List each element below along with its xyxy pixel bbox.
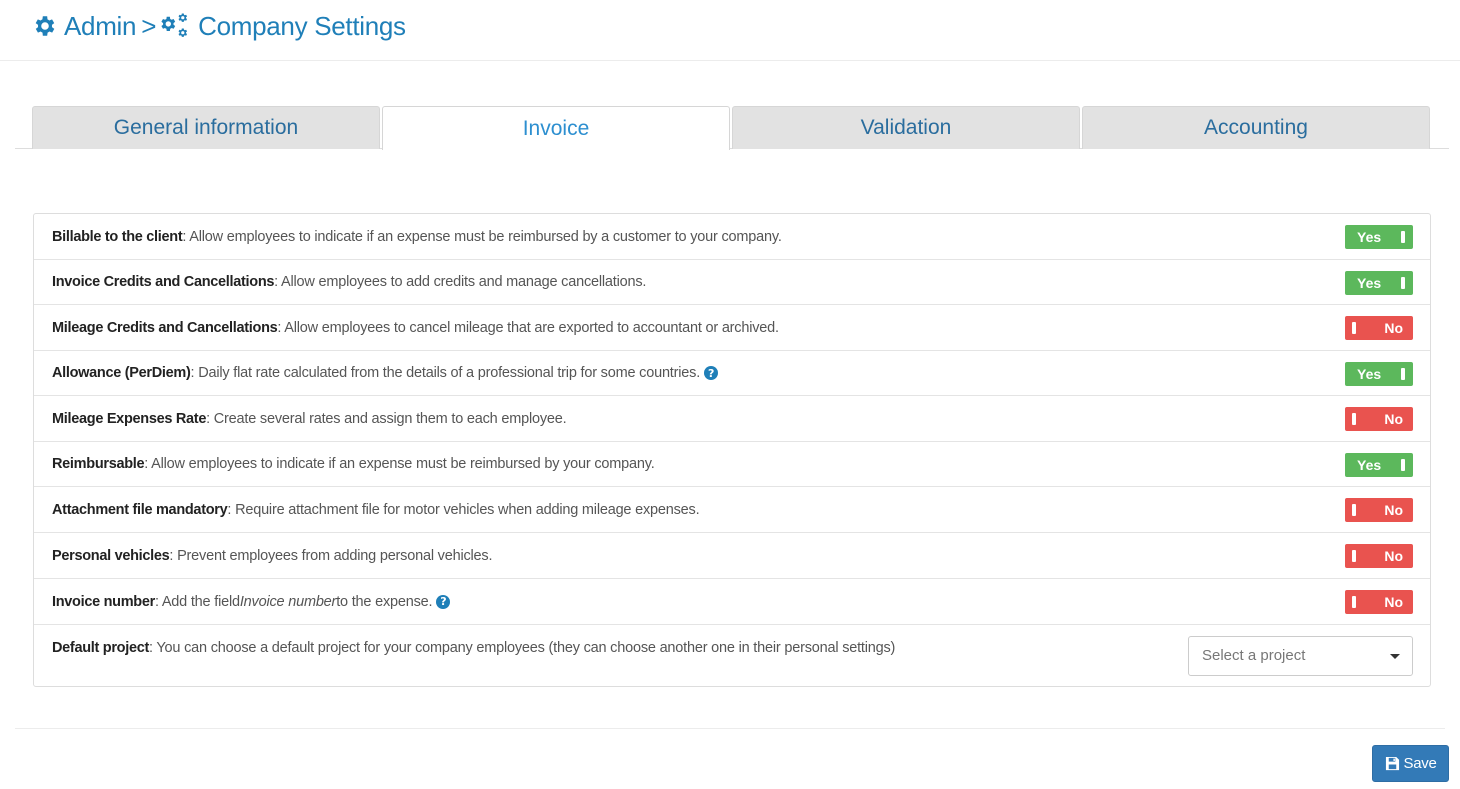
setting-title: Mileage Expenses Rate — [52, 410, 207, 427]
setting-title: Personal vehicles — [52, 547, 170, 564]
personal-vehicles-toggle[interactable] — [1345, 544, 1413, 568]
toggle-knob — [1401, 368, 1405, 380]
setting-description: : Daily flat rate calculated from the details of a professional trip for some countries. — [190, 365, 701, 381]
toggle-label: No — [1384, 502, 1403, 518]
page-header — [0, 0, 1460, 61]
setting-title: Invoice Credits and Cancellations — [52, 274, 275, 290]
toggle-knob — [1352, 322, 1356, 334]
invoice-settings-panel — [33, 213, 1431, 687]
toggle-knob — [1401, 459, 1405, 471]
toggle-label: Yes — [1357, 366, 1382, 382]
invoice-credits-toggle[interactable] — [1345, 271, 1413, 295]
setting-row-mileage-credits — [34, 305, 1430, 351]
floppy-disk-icon — [1385, 756, 1400, 771]
toggle-knob — [1352, 550, 1356, 562]
caret-down-icon — [1390, 654, 1400, 659]
toggle-label: Yes — [1357, 275, 1382, 291]
setting-row-allowance — [34, 351, 1430, 396]
setting-description: : Allow employees to indicate if an expense must be reimbursed by a customer to your company. — [182, 228, 782, 245]
tab-accounting[interactable]: Accounting — [1082, 106, 1430, 149]
page-title: Company Settings — [198, 10, 406, 41]
setting-title: Invoice number — [52, 593, 155, 610]
setting-row-invoice-number — [34, 579, 1430, 625]
setting-row-default-project — [34, 625, 1430, 686]
reimbursable-toggle[interactable] — [1345, 453, 1413, 477]
toggle-knob — [1401, 277, 1405, 289]
toggle-label: No — [1384, 411, 1403, 427]
setting-title: Reimbursable — [52, 456, 145, 472]
toggle-label: No — [1384, 320, 1403, 336]
tab-general-information[interactable]: General information — [32, 106, 380, 149]
tab-invoice[interactable]: Invoice — [382, 106, 730, 150]
billable-toggle[interactable] — [1345, 225, 1413, 249]
setting-row-attachment-mandatory — [34, 487, 1430, 533]
setting-description: : Create several rates and assign them to each employee. — [206, 410, 567, 427]
select-placeholder: Select a project — [1202, 647, 1306, 664]
mileage-rate-toggle[interactable] — [1345, 407, 1413, 431]
question-circle-icon[interactable]: ? — [704, 366, 718, 380]
gears-icon — [160, 12, 190, 40]
setting-description-end: to the expense. — [336, 593, 433, 610]
save-button[interactable] — [1372, 745, 1449, 782]
setting-description: : Add the field — [154, 593, 240, 610]
setting-title: Billable to the client — [52, 228, 183, 245]
save-button-label: Save — [1403, 755, 1437, 772]
toggle-label: No — [1384, 548, 1403, 564]
setting-description: : Allow employees to indicate if an expense must be reimbursed by your company. — [144, 456, 655, 472]
setting-field-name: Invoice number — [239, 593, 337, 610]
settings-tabs — [15, 106, 1449, 149]
toggle-knob — [1401, 231, 1405, 243]
footer-divider — [15, 728, 1445, 729]
tab-validation[interactable]: Validation — [732, 106, 1080, 149]
setting-row-mileage-rate — [34, 396, 1430, 442]
setting-description: : Allow employees to cancel mileage that are exported to accountant or archived. — [277, 319, 779, 336]
default-project-select[interactable] — [1188, 636, 1413, 676]
toggle-knob — [1352, 504, 1356, 516]
toggle-label: Yes — [1357, 229, 1382, 245]
toggle-label: Yes — [1357, 457, 1382, 473]
setting-description: : Prevent employees from adding personal vehicles. — [169, 547, 493, 564]
setting-title: Allowance (PerDiem) — [52, 365, 191, 381]
mileage-credits-toggle[interactable] — [1345, 316, 1413, 340]
toggle-knob — [1352, 413, 1356, 425]
invoice-number-toggle[interactable] — [1345, 590, 1413, 614]
question-circle-icon[interactable]: ? — [436, 595, 450, 609]
toggle-knob — [1352, 596, 1356, 608]
gear-icon — [32, 13, 58, 39]
setting-row-invoice-credits — [34, 260, 1430, 305]
setting-description: : Require attachment file for motor vehicles when adding mileage expenses. — [227, 501, 700, 518]
setting-row-billable — [34, 214, 1430, 260]
toggle-label: No — [1384, 594, 1403, 610]
setting-row-reimbursable — [34, 442, 1430, 487]
setting-row-personal-vehicles — [34, 533, 1430, 579]
setting-title: Attachment file mandatory — [52, 501, 228, 518]
setting-title: Default project — [52, 640, 150, 656]
breadcrumb-admin-link[interactable]: Admin — [64, 10, 137, 41]
breadcrumb-separator: > — [141, 10, 157, 41]
attachment-mandatory-toggle[interactable] — [1345, 498, 1413, 522]
setting-description: : Allow employees to add credits and manage cancellations. — [274, 274, 647, 290]
setting-title: Mileage Credits and Cancellations — [52, 319, 278, 336]
breadcrumb — [32, 8, 406, 44]
allowance-toggle[interactable] — [1345, 362, 1413, 386]
setting-description: : You can choose a default project for your company employees (they can choose another one in their personal settings) — [149, 640, 896, 656]
